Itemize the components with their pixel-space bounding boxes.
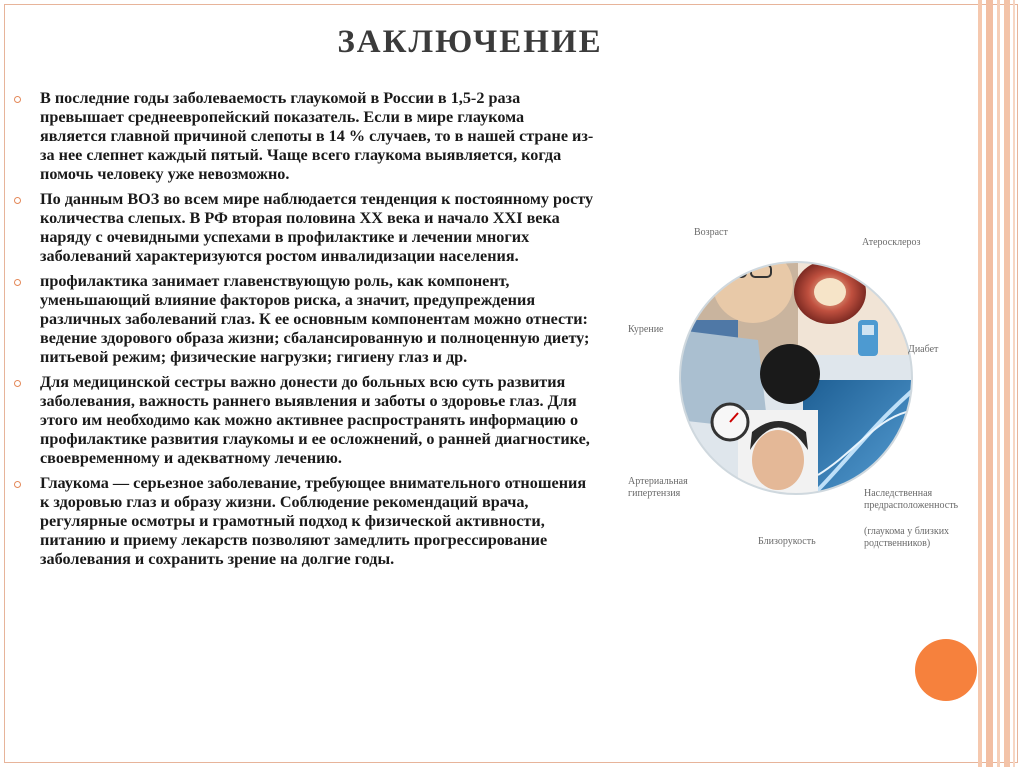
bullet-icon bbox=[14, 380, 21, 387]
paragraph-text: По данным ВОЗ во всем мире наблюдается тенденция к постоянному росту количества слепых. В РФ вторая половина XX века и начало XXI века наряду с очевидными успехами в профилактике и лечении многих заболеваний характеризуются ростом инвалидизации населения. bbox=[40, 190, 594, 265]
text-block bbox=[14, 89, 594, 575]
label-age: Возраст bbox=[694, 227, 728, 238]
paragraph-text: Глаукома — серьезное заболевание, требующее внимательного отношения к здоровью глаз и образу жизни. Соблюдение рекомендаций врача, регулярные осмотры и грамотный подход к физической активности, питанию и приему лекарств позволяют замедлить прогрессирование заболевания и сохранить зрение на долгие годы. bbox=[40, 474, 587, 568]
risk-factors-illustration bbox=[618, 210, 992, 582]
paragraph bbox=[14, 272, 594, 367]
paragraph-text: профилактика занимает главенствующую роль, как компонент, уменьшающий влияние факторов риска, а значит, предупреждения различных заболеваний глаз. К ее основным компонентам можно отнести: ведение здорового образа жизни; сбалансированную и полноценную диету; питьевой режим; физические нагрузки; гигиену глаз и др. bbox=[40, 272, 590, 366]
bullet-icon bbox=[14, 481, 21, 488]
paragraph bbox=[14, 89, 594, 184]
slide-title: ЗАКЛЮЧЕНИЕ bbox=[337, 24, 603, 60]
label-heredity: Наследственная предрасположенность bbox=[864, 488, 959, 511]
paragraph-text: В последние годы заболеваемость глаукомой в России в 1,5-2 раза превышает среднеевропейский показатель. Если в мире глаукома является главной причиной слепоты в 14 % случаев, то в нашей стране из-за нее слепнет каждый пятый. Чаще всего глаукома выявляется, когда помочь человеку уже невозможно. bbox=[40, 89, 594, 183]
paragraph bbox=[14, 474, 594, 569]
decor-stripe bbox=[1004, 0, 1010, 767]
paragraph bbox=[14, 373, 594, 468]
bullet-icon bbox=[14, 96, 21, 103]
label-myopia: Близорукость bbox=[758, 536, 816, 547]
decor-circle bbox=[915, 639, 977, 701]
label-smoking: Курение bbox=[628, 324, 664, 335]
eye-pupil-icon bbox=[760, 344, 820, 404]
label-heredity-note: (глаукома у близких родственников) bbox=[864, 526, 950, 549]
label-atherosclerosis: Атеросклероз bbox=[862, 237, 921, 248]
paragraph-text: Для медицинской сестры важно донести до больных всю суть развития заболевания, важность раннего выявления и заботы о здоровье глаз. Для этого им необходимо как можно активнее распространять информацию о профилактике развития глаукомы и ее осложнений, о ранней диагностике, своевременному и адекватному лечению. bbox=[40, 373, 590, 467]
bullet-icon bbox=[14, 279, 21, 286]
decor-stripe bbox=[997, 0, 1000, 767]
decor-stripe bbox=[1013, 0, 1015, 767]
label-hypertension: Артериальная гипертензия bbox=[628, 476, 688, 499]
label-diabetes: Диабет bbox=[908, 344, 939, 355]
paragraph bbox=[14, 190, 594, 266]
bullet-icon bbox=[14, 197, 21, 204]
